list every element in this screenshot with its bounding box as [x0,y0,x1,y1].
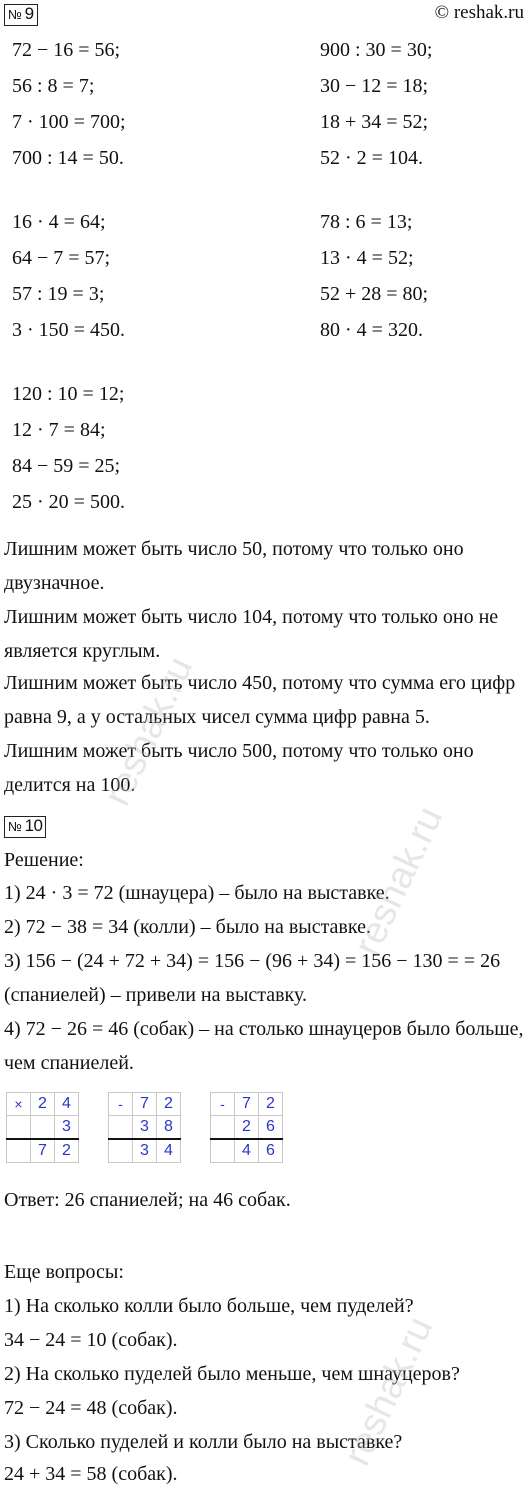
equation: 52 · 2 = 104. [320,147,423,169]
equation: 52 + 28 = 80; [320,283,429,305]
explanation-paragraph: Лишним может быть число 450, потому что сумма его цифр равна 9, а у остальных чисел сумма цифр равна 5. [4,672,516,728]
operator-sign: - [211,1093,235,1116]
equation: 700 : 14 = 50. [12,147,124,169]
equation: 84 − 59 = 25; [12,455,121,477]
equation: 3 · 150 = 450. [12,319,125,341]
equation: 900 : 30 = 30; [320,39,433,61]
task-10-badge: № 10 [4,816,46,838]
extra-answer: 24 + 34 = 58 (собак). [4,1463,178,1485]
digit: 2 [259,1093,283,1116]
digit: 2 [235,1116,259,1140]
watermark-text: reshak.ru [346,800,452,962]
answer-text: Ответ: 26 спаниелей; на 46 собак. [4,1189,291,1211]
solution-step: 3) 156 − (24 + 72 + 34) = 156 − (96 + 34) = 156 − 130 = = 26 (спаниелей) – привели на выставку. [4,950,501,1006]
equation: 72 − 16 = 56; [12,39,121,61]
equation: 80 · 4 = 320. [320,319,423,341]
equation: 120 : 10 = 12; [12,383,125,405]
column-calculation-subtract [108,1092,181,1163]
digit: 3 [133,1116,157,1140]
digit: 8 [157,1116,181,1140]
digit: 3 [133,1139,157,1163]
solution-step: 1) 24 · 3 = 72 (шнауцера) – было на выставке. [4,882,390,904]
digit: 2 [31,1093,55,1116]
digit: 6 [259,1116,283,1140]
solution-label: Решение: [4,849,84,871]
digit: 3 [55,1116,79,1140]
explanation-paragraph: Лишним может быть число 104, потому что только оно не является круглым. [4,606,499,662]
explanation-paragraph: Лишним может быть число 500, потому что только оно делится на 100. [4,740,474,796]
digit: 4 [55,1093,79,1116]
digit: 7 [31,1139,55,1163]
column-calculation-subtract [210,1092,283,1163]
extra-questions-title: Еще вопросы: [4,1261,124,1283]
equation: 16 · 4 = 64; [12,211,106,233]
equation: 7 · 100 = 700; [12,111,126,133]
copyright-text: © reshak.ru [434,2,524,23]
extra-question: 2) На сколько пуделей было меньше, чем шнауцеров? [4,1363,460,1385]
operator-sign: - [109,1093,133,1116]
digit: 4 [157,1139,181,1163]
explanation-paragraph: Лишним может быть число 50, потому что только оно двузначное. [4,538,464,594]
task-9-badge: № 9 [4,4,38,26]
digit: 6 [259,1139,283,1163]
digit: 4 [235,1139,259,1163]
extra-question: 3) Сколько пуделей и колли было на выставке? [4,1431,403,1453]
column-calculation-multiply [6,1092,79,1163]
watermark-text: reshak.ru [96,650,202,812]
extra-answer: 34 − 24 = 10 (собак). [4,1329,178,1351]
equation: 13 · 4 = 52; [320,247,414,269]
extra-answer: 72 − 24 = 48 (собак). [4,1397,178,1419]
equation: 25 · 20 = 500. [12,491,125,513]
equation: 64 − 7 = 57; [12,247,111,269]
extra-question: 1) На сколько колли было больше, чем пуделей? [4,1295,414,1317]
operator-sign: × [7,1093,31,1116]
digit: 2 [55,1139,79,1163]
equation: 12 · 7 = 84; [12,419,106,441]
solution-step: 2) 72 − 38 = 34 (колли) – было на выставке. [4,916,371,938]
solution-step: 4) 72 − 26 = 46 (собак) – на столько шнауцеров было больше, чем спаниелей. [4,1018,524,1074]
equation: 78 : 6 = 13; [320,211,413,233]
digit: 2 [157,1093,181,1116]
equation: 18 + 34 = 52; [320,111,429,133]
digit: 7 [133,1093,157,1116]
digit: 7 [235,1093,259,1116]
equation: 56 : 8 = 7; [12,75,95,97]
equation: 30 − 12 = 18; [320,75,429,97]
watermark-text: reshak.ru [336,1310,442,1472]
equation: 57 : 19 = 3; [12,283,105,305]
digit [31,1116,55,1140]
